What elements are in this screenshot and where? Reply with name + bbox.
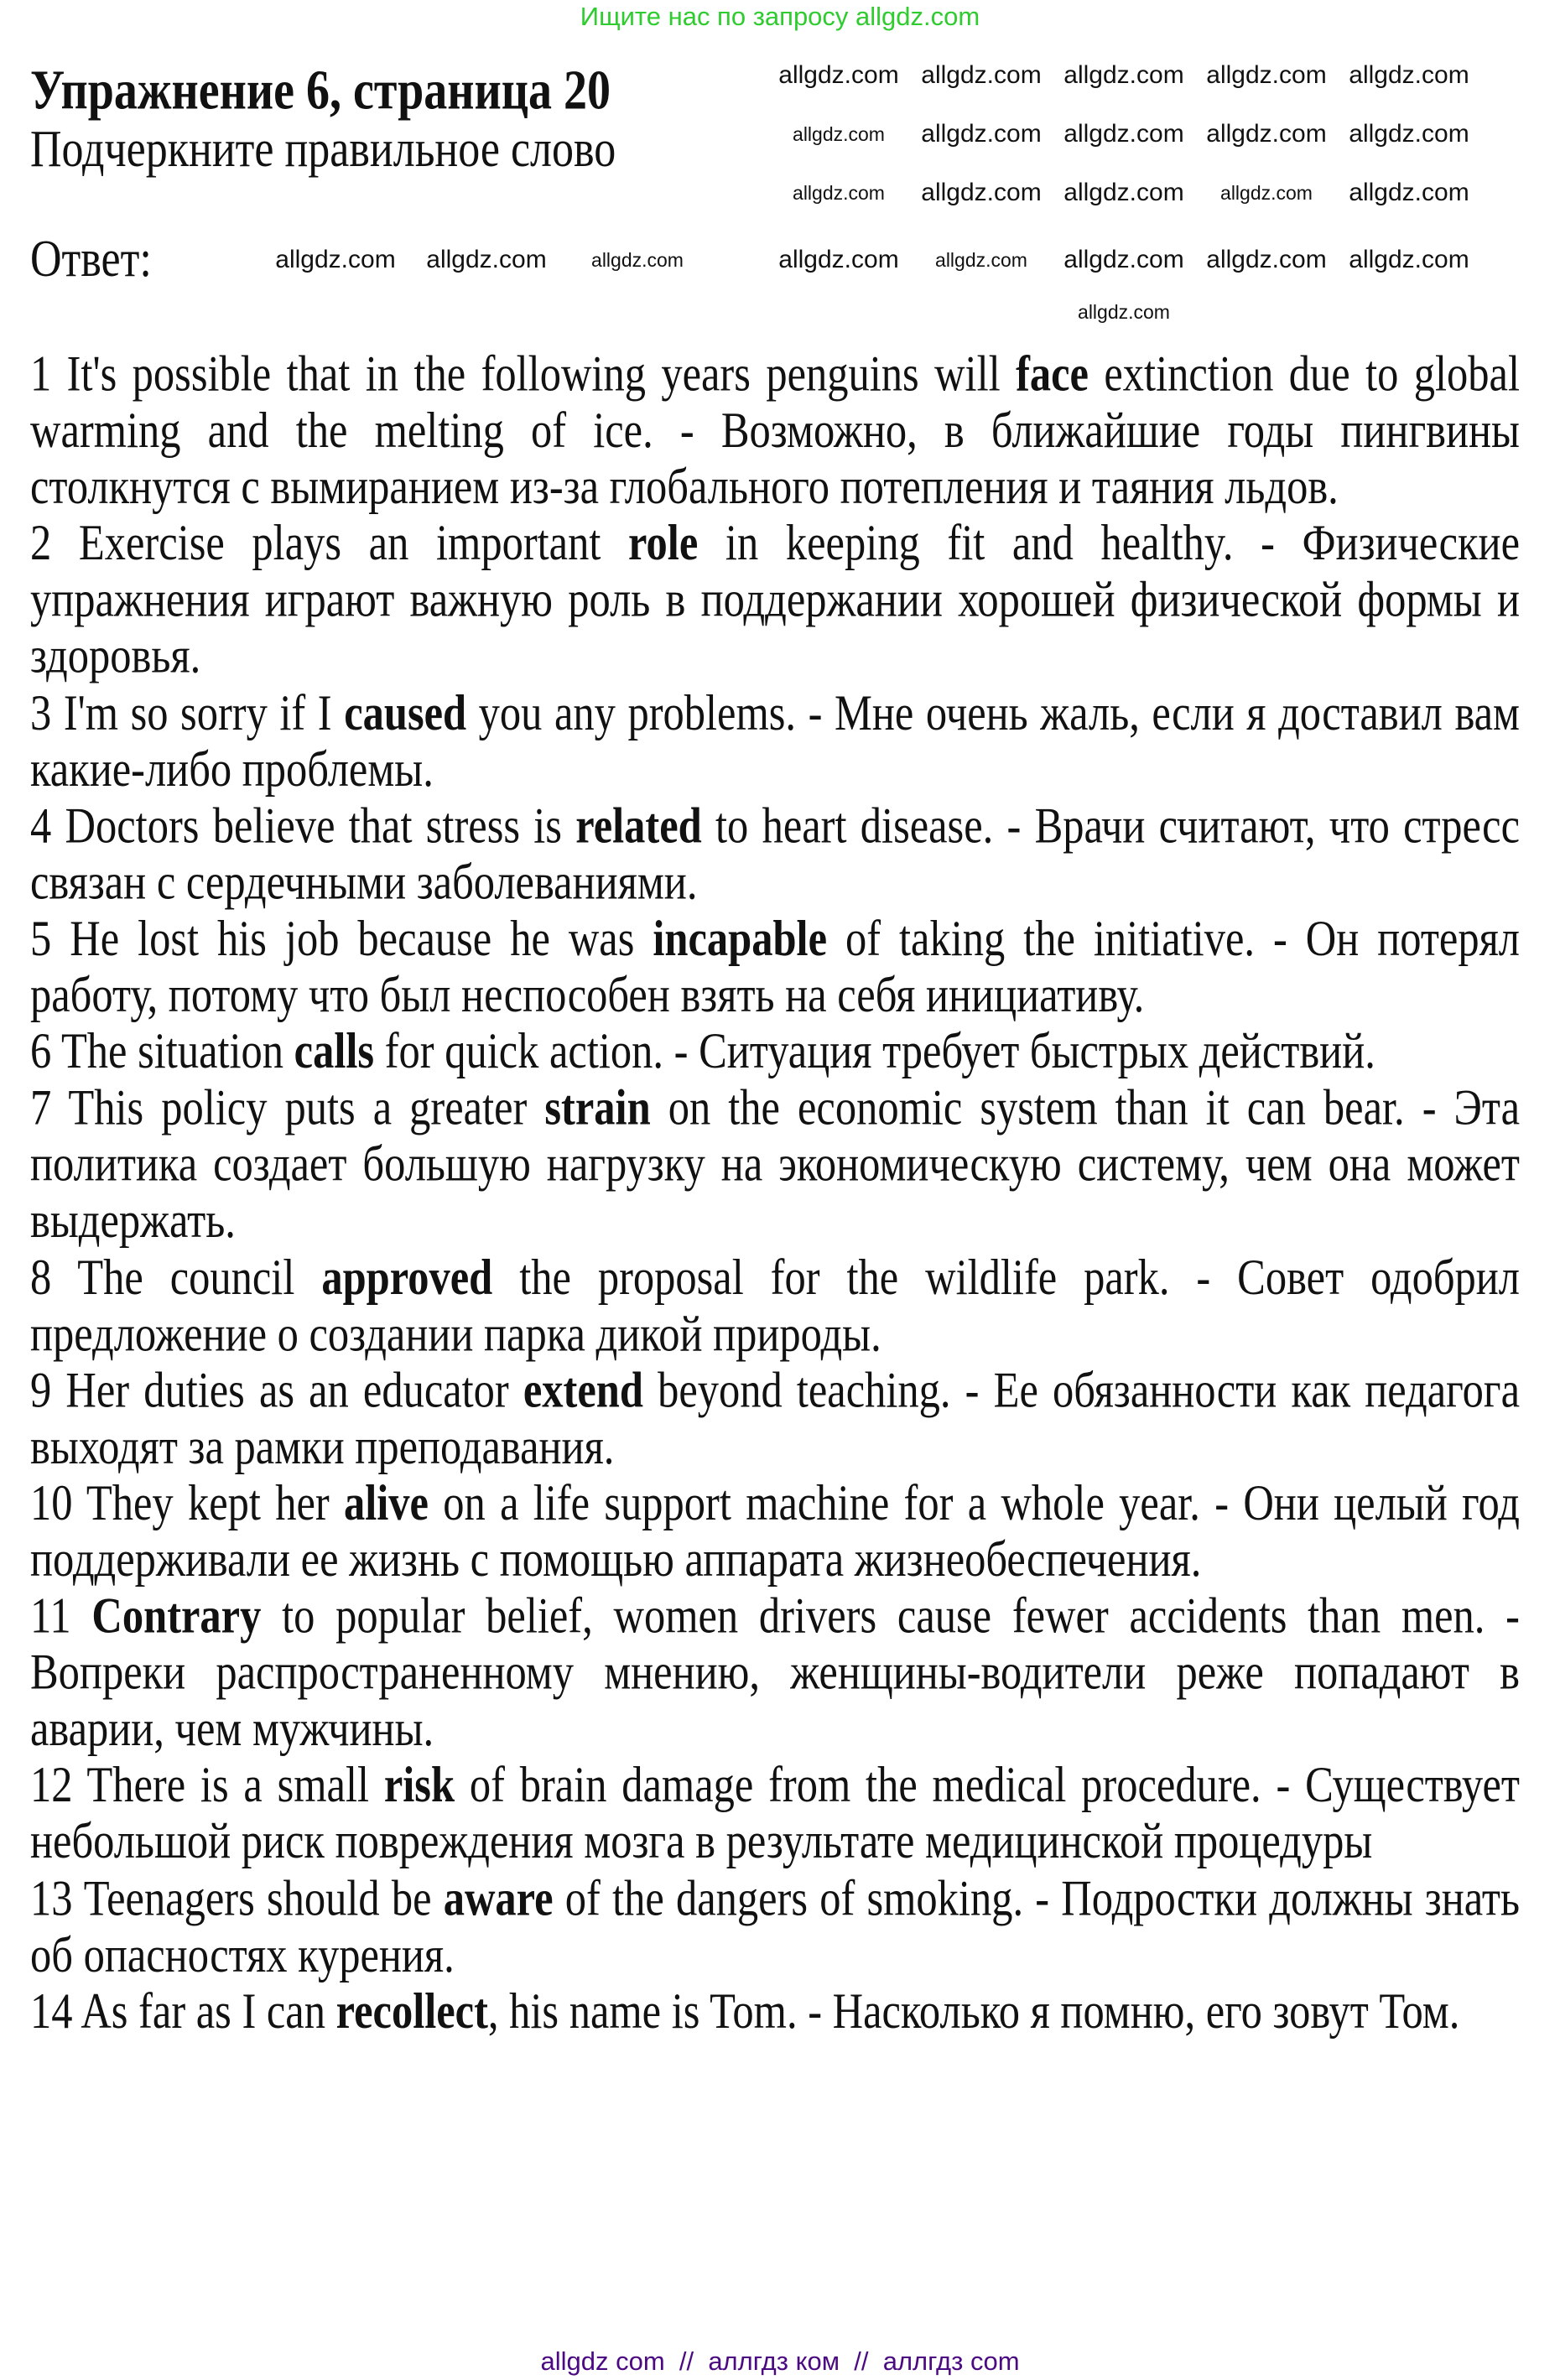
sentence-text: 10 They kept her: [30, 1473, 344, 1531]
watermark: allgdz.com: [935, 249, 1027, 271]
answer-item: [30, 1869, 1520, 1982]
sentence-text: of taking the initiative. - Он потерял работу, потому что был неспособен взять на себя инициативу.: [30, 909, 1520, 1023]
sentence-text: to popular belief, women drivers cause fewer accidents than men. - Вопреки распространенному мнению, женщины-водители реже попадают в аварии, чем мужчины.: [30, 1587, 1520, 1757]
answer-label: Ответ:: [30, 230, 152, 288]
sentence-text: of brain damage from the medical procedure. - Существует небольшой риск повреждения мозга в результате медицинской процедуры: [30, 1756, 1520, 1869]
watermark: allgdz.com: [921, 179, 1042, 206]
sentence-text: 9 Her duties as an educator: [30, 1361, 523, 1418]
answer-item: [30, 910, 1520, 1023]
answer-item: [30, 1474, 1520, 1588]
answer-item: [30, 1249, 1520, 1362]
sentence-text: the proposal for the wildlife park. - Совет одобрил предложение о создании парка дикой природы.: [30, 1248, 1520, 1362]
watermark: allgdz.com: [1206, 246, 1327, 273]
watermark: allgdz.com: [1206, 120, 1327, 148]
watermark: allgdz.com: [1206, 61, 1327, 89]
sentence-text: 5 He lost his job because he was: [30, 909, 653, 966]
answer-item: [30, 797, 1520, 910]
answer-word: extend: [523, 1361, 643, 1418]
search-banner: Ищите нас по запросу allgdz.com: [580, 2, 980, 31]
watermark: allgdz.com: [275, 246, 396, 273]
answer-word: face: [1016, 345, 1089, 402]
answer-item: [30, 683, 1520, 797]
answer-word: alive: [344, 1473, 429, 1531]
watermark: allgdz.com: [1063, 61, 1184, 89]
watermark: allgdz.com: [1349, 246, 1469, 273]
watermark: allgdz.com: [793, 182, 885, 204]
sentence-text: 7 This policy puts a greater: [30, 1078, 545, 1135]
sentence-text: 14 As far as I can: [30, 1982, 336, 2039]
watermark: allgdz.com: [1078, 301, 1170, 323]
sentence-text: 6 The situation: [30, 1022, 294, 1079]
answer-item: [30, 1756, 1520, 1869]
answer-word: Contrary: [91, 1587, 262, 1644]
watermark: allgdz.com: [1349, 120, 1469, 148]
answer-word: incapable: [653, 909, 827, 966]
answer-word: calls: [294, 1022, 375, 1079]
answer-word: approved: [321, 1248, 493, 1305]
sentence-text: to heart disease. - Врачи считают, что стресс связан с сердечными заболеваниями.: [30, 797, 1520, 910]
sentence-text: 1 It's possible that in the following years penguins will: [30, 345, 1017, 402]
answer-item: [30, 1587, 1520, 1756]
answer-word: risk: [383, 1756, 455, 1813]
watermark: allgdz.com: [1063, 179, 1184, 206]
watermark: allgdz.com: [778, 61, 899, 89]
task-instruction: Подчеркните правильное слово: [30, 121, 616, 179]
answer-item: [30, 1079, 1520, 1249]
answer-word: caused: [344, 683, 467, 741]
sentence-text: on the economic system than it can bear. - Эта политика создает большую нагрузку на экономическую систему, чем она может выдержать.: [30, 1078, 1520, 1249]
sentence-text: 12 There is a small: [30, 1756, 384, 1813]
footer-links: allgdz com // аллгдз ком // аллгдз com: [540, 2346, 1020, 2376]
answer-item: [30, 515, 1520, 684]
sentence-text: 2 Exercise plays an important: [30, 514, 629, 571]
page-title: Упражнение 6, страница 20: [30, 59, 611, 122]
sentence-text: 13 Teenagers should be: [30, 1869, 444, 1926]
watermark: allgdz.com: [1063, 246, 1184, 273]
watermark: allgdz.com: [793, 123, 885, 145]
sentence-text: you any problems. - Мне очень жаль, если я доставил вам какие-либо проблемы.: [30, 683, 1520, 797]
answer-item: [30, 1022, 1520, 1078]
answer-word: strain: [544, 1078, 651, 1135]
watermark: allgdz.com: [778, 246, 899, 273]
sentence-text: , his name is Tom. - Насколько я помню, его зовут Том.: [487, 1982, 1460, 2039]
watermark: allgdz.com: [1063, 120, 1184, 148]
sentence-text: extinction due to global warming and the melting of ice. - Возможно, в ближайшие годы пингвины столкнутся с вымиранием из-за глобального потепления и таяния льдов.: [30, 345, 1520, 515]
sentence-text: 11: [30, 1587, 92, 1644]
sentence-text: beyond teaching. - Ее обязанности как педагога выходят за рамки преподавания.: [30, 1361, 1520, 1474]
answer-word: role: [628, 514, 699, 571]
answer-word: recollect: [335, 1982, 488, 2039]
answer-item: [30, 1361, 1520, 1474]
watermark: allgdz.com: [591, 249, 684, 271]
answer-word: related: [575, 797, 702, 854]
watermark: allgdz.com: [426, 246, 547, 273]
watermark: allgdz.com: [1220, 182, 1313, 204]
sentence-text: 4 Doctors believe that stress is: [30, 797, 576, 854]
watermark: allgdz.com: [1349, 179, 1469, 206]
watermark: allgdz.com: [921, 61, 1042, 89]
sentence-text: 3 I'm so sorry if I: [30, 683, 345, 741]
answer-item: [30, 1982, 1520, 2039]
sentence-text: on a life support machine for a whole year. - Они целый год поддерживали ее жизнь с помощью аппарата жизнеобеспечения.: [30, 1473, 1520, 1588]
sentence-text: of the dangers of smoking. - Подростки должны знать об опасностях курения.: [30, 1869, 1520, 1982]
sentence-text: in keeping fit and healthy. - Физические упражнения играют важную роль в поддержании хорошей физической формы и здоровья.: [30, 514, 1520, 684]
sentence-text: for quick action. - Ситуация требует быстрых действий.: [374, 1022, 1375, 1079]
watermark: allgdz.com: [1349, 61, 1469, 89]
answer-list: [30, 346, 1520, 2039]
sentence-text: 8 The council: [30, 1248, 322, 1305]
answer-word: aware: [443, 1869, 554, 1926]
answer-item: [30, 346, 1520, 515]
watermark: allgdz.com: [921, 120, 1042, 148]
